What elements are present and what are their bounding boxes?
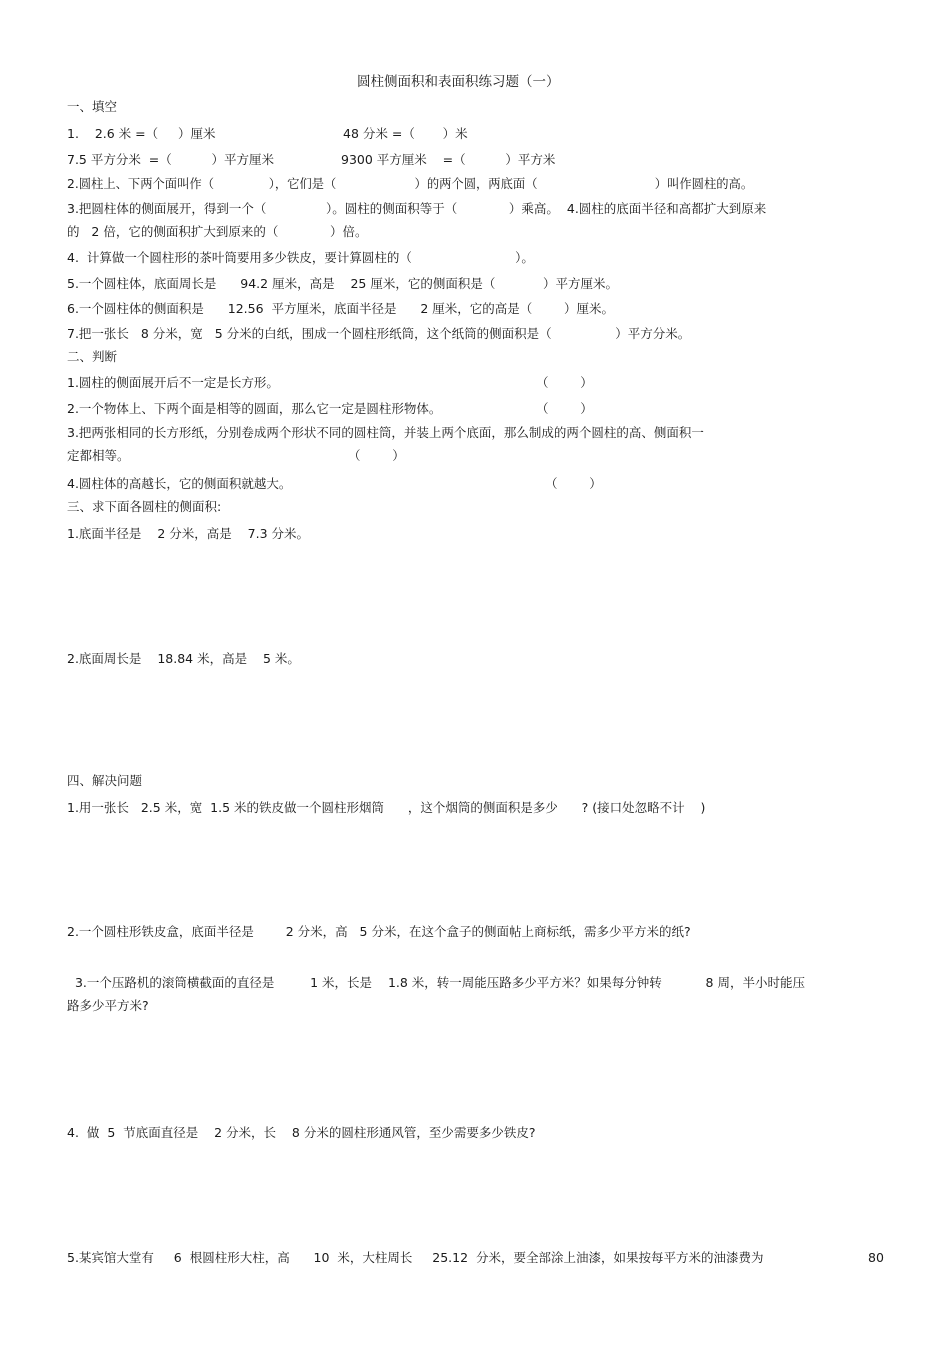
fill-q6: 6.一个圆柱体的侧面积是 12.56 平方厘米，底面半径是 2 厘米，它的高是（ ）厘米。 xyxy=(67,301,615,316)
problem-q5: 5.某宾馆大堂有 6 根圆柱形大柱，高 10 米，大柱周长 25.12 分米，要全部涂上油漆，如果按每平方米的油漆费为 xyxy=(67,1250,764,1265)
judge-q3-line-1: 3.把两张相同的长方形纸，分别卷成两个形状不同的圆柱筒，并装上两个底面，那么制成的两个圆柱的高、侧面积一 xyxy=(67,425,704,440)
fill-q1-part-b: 48 分米 =（ ）米 xyxy=(343,126,468,141)
fill-q1-part-d: 9300 平方厘米 =（ ）平方米 xyxy=(341,152,556,167)
fill-q4: 4. 计算做一个圆柱形的茶叶筒要用多少铁皮，要计算圆柱的（ ）。 xyxy=(67,250,534,265)
judge-q2: 2.一个物体上、下两个面是相等的圆面，那么它一定是圆柱形物体。 xyxy=(67,401,442,416)
section-heading-lateral-area: 三、求下面各圆柱的侧面积: xyxy=(67,499,222,514)
judge-q4-parens: （ ） xyxy=(545,476,602,491)
judge-q1: 1.圆柱的侧面展开后不一定是长方形。 xyxy=(67,375,279,390)
problem-q2: 2.一个圆柱形铁皮盒，底面半径是 2 分米，高 5 分米，在这个盒子的侧面帖上商标纸，需多少平方米的纸? xyxy=(67,924,691,939)
problem-q4: 4. 做 5 节底面直径是 2 分米，长 8 分米的圆柱形通风管，至少需要多少铁皮? xyxy=(67,1125,536,1140)
section-heading-problems: 四、解决问题 xyxy=(67,773,143,788)
judge-q1-parens: （ ） xyxy=(536,375,593,390)
judge-q4: 4.圆柱体的高越长，它的侧面积就越大。 xyxy=(67,476,292,491)
lateral-q2: 2.底面周长是 18.84 米，高是 5 米。 xyxy=(67,651,300,666)
page-title: 圆柱侧面积和表面积练习题（一） xyxy=(357,74,560,90)
problem-q5-number: 80 xyxy=(868,1250,884,1265)
section-heading-judge: 二、判断 xyxy=(67,349,118,364)
judge-q3-line-2: 定都相等。 xyxy=(67,448,130,463)
fill-q3-line-1: 3.把圆柱体的侧面展开，得到一个（ ）。圆柱的侧面积等于（ ）乘高。 4.圆柱的底面半径和高都扩大到原来 xyxy=(67,201,767,216)
problem-q3-line-2: 路多少平方米? xyxy=(67,998,149,1013)
section-heading-fill-blank: 一、填空 xyxy=(67,99,118,114)
problem-q3-line-1: 3.一个压路机的滚筒横截面的直径是 1 米，长是 1.8 米，转一周能压路多少平方米？如果每分钟转 8 周，半小时能压 xyxy=(67,975,805,990)
fill-q5: 5.一个圆柱体，底面周长是 94.2 厘米，高是 25 厘米，它的侧面积是（ ）平方厘米。 xyxy=(67,276,619,291)
fill-q7: 7.把一张长 8 分米，宽 5 分米的白纸，围成一个圆柱形纸筒，这个纸筒的侧面积是（ ）平方分米。 xyxy=(67,326,691,341)
fill-q2: 2.圆柱上、下两个面叫作（ ），它们是（ ）的两个圆，两底面（ ）叫作圆柱的高。 xyxy=(67,177,754,191)
lateral-q1: 1.底面半径是 2 分米，高是 7.3 分米。 xyxy=(67,526,309,541)
problem-q1: 1.用一张长 2.5 米，宽 1.5 米的铁皮做一个圆柱形烟筒 ，这个烟筒的侧面积是多少 ? (接口处忽略不计 ) xyxy=(67,800,706,815)
judge-q2-parens: （ ） xyxy=(536,401,593,416)
fill-q3-line-2: 的 2 倍，它的侧面积扩大到原来的（ ）倍。 xyxy=(67,224,368,239)
fill-q1-part-c: 7.5 平方分米 =（ ）平方厘米 xyxy=(67,152,275,167)
judge-q3-parens: （ ） xyxy=(348,448,405,463)
fill-q1-part-a: 1. 2.6 米 =（ ）厘米 xyxy=(67,126,216,141)
